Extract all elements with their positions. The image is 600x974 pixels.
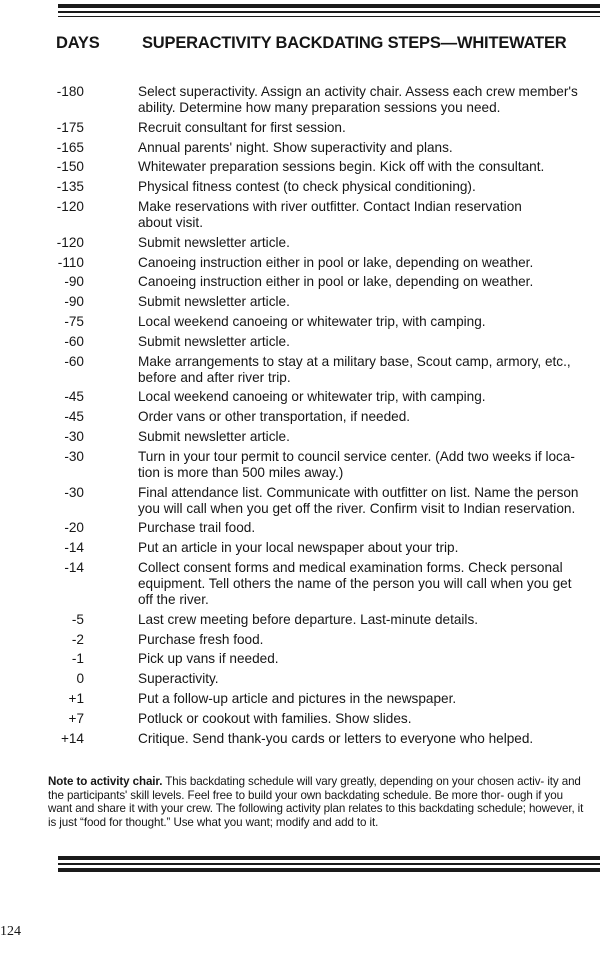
step-description-line: Whitewater preparation sessions begin. Kick off with the consultant. bbox=[138, 159, 545, 175]
day-offset bbox=[0, 691, 84, 707]
step-description-line: ability. Determine how many preparation sessions you need. bbox=[138, 100, 501, 115]
schedule-row bbox=[0, 449, 600, 481]
step-description bbox=[138, 429, 592, 445]
day-offset bbox=[0, 671, 84, 687]
note-label: Note to activity chair. bbox=[48, 775, 163, 788]
step-description-line: Recruit consultant for first session. bbox=[138, 119, 346, 135]
rule-line bbox=[58, 863, 600, 865]
day-offset-value: -30 bbox=[64, 484, 84, 500]
step-description-line: Submit newsletter article. bbox=[138, 294, 290, 310]
step-description-line: Purchase trail food. bbox=[138, 520, 256, 536]
schedule-row bbox=[0, 691, 600, 707]
step-description-line: off the river. bbox=[138, 591, 209, 607]
schedule-row bbox=[0, 179, 600, 195]
day-offset-value: -5 bbox=[71, 611, 84, 627]
day-offset bbox=[0, 84, 84, 116]
step-description bbox=[138, 651, 592, 667]
rule-line bbox=[58, 4, 600, 8]
day-offset-value: -135 bbox=[56, 179, 84, 195]
step-description-line: Annual parents' night. Show superactivity and plans. bbox=[138, 139, 453, 155]
day-offset bbox=[0, 560, 84, 608]
step-description-line: Collect consent forms and medical examination forms. Check personal bbox=[138, 559, 563, 575]
step-description-line: Turn in your tour permit to council service center. (Add two weeks if loca- bbox=[138, 448, 575, 464]
step-description bbox=[138, 520, 592, 536]
day-offset bbox=[0, 731, 84, 747]
day-offset-value: -60 bbox=[64, 333, 84, 349]
day-offset-value: +14 bbox=[60, 730, 84, 746]
step-description bbox=[138, 274, 592, 290]
schedule-row bbox=[0, 159, 600, 175]
step-description-line: Put a follow-up article and pictures in the newspaper. bbox=[138, 690, 457, 706]
day-offset-value: -150 bbox=[56, 159, 84, 175]
step-description bbox=[138, 389, 592, 405]
schedule-row bbox=[0, 540, 600, 556]
schedule-row bbox=[0, 429, 600, 445]
schedule-row bbox=[0, 140, 600, 156]
schedule-row bbox=[0, 671, 600, 687]
step-description bbox=[138, 711, 592, 727]
step-description bbox=[138, 485, 592, 517]
day-offset bbox=[0, 140, 84, 156]
schedule-row bbox=[0, 354, 600, 386]
schedule-row bbox=[0, 731, 600, 747]
step-description-line: Critique. Send thank-you cards or letters to everyone who helped. bbox=[138, 730, 534, 746]
note-line: schedule; however, it is just “food for thought.” Use what you want; modify and add to it. bbox=[48, 802, 584, 829]
step-description bbox=[138, 140, 592, 156]
step-description-line: Physical fitness contest (to check physical conditioning). bbox=[138, 179, 476, 195]
day-offset bbox=[0, 711, 84, 727]
schedule-row bbox=[0, 409, 600, 425]
step-description bbox=[138, 731, 592, 747]
step-description bbox=[138, 314, 592, 330]
day-offset-value: 0 bbox=[76, 671, 84, 687]
day-offset-value: -180 bbox=[56, 84, 84, 99]
day-offset bbox=[0, 540, 84, 556]
schedule-row bbox=[0, 632, 600, 648]
day-offset-value: -1 bbox=[71, 651, 84, 667]
day-offset-value: -60 bbox=[64, 353, 84, 369]
day-offset-value: -120 bbox=[56, 198, 84, 214]
step-description-line: Potluck or cookout with families. Show slides. bbox=[138, 710, 412, 726]
day-offset-value: -90 bbox=[64, 274, 84, 290]
schedule-row bbox=[0, 334, 600, 350]
note-line: This backdating schedule will vary greatly, depending on your chosen activ- bbox=[162, 775, 545, 788]
day-offset bbox=[0, 485, 84, 517]
day-offset bbox=[0, 334, 84, 350]
step-description bbox=[138, 179, 592, 195]
day-offset-value: -175 bbox=[56, 119, 84, 135]
step-description-line: you will call when you get off the river. Confirm visit to Indian reservation. bbox=[138, 500, 576, 516]
day-offset bbox=[0, 449, 84, 481]
day-offset-value: -75 bbox=[64, 313, 84, 329]
step-description bbox=[138, 235, 592, 251]
step-description-line: Canoeing instruction either in pool or lake, depending on weather. bbox=[138, 254, 534, 270]
day-offset-value: -110 bbox=[57, 254, 84, 270]
step-description bbox=[138, 409, 592, 425]
day-offset-value: -120 bbox=[56, 234, 84, 250]
page-number: 124 bbox=[0, 924, 21, 939]
step-description bbox=[138, 632, 592, 648]
step-description bbox=[138, 612, 592, 628]
schedule-row bbox=[0, 199, 600, 231]
rule-line bbox=[58, 16, 600, 18]
day-offset-value: +1 bbox=[68, 690, 84, 706]
step-description bbox=[138, 691, 592, 707]
day-offset-value: -20 bbox=[64, 520, 84, 536]
day-offset bbox=[0, 314, 84, 330]
day-offset bbox=[0, 429, 84, 445]
step-description bbox=[138, 294, 592, 310]
day-offset bbox=[0, 651, 84, 667]
step-description-line: Canoeing instruction either in pool or lake, depending on weather. bbox=[138, 274, 534, 290]
step-description bbox=[138, 449, 592, 481]
schedule-row bbox=[0, 84, 600, 116]
schedule-row bbox=[0, 255, 600, 271]
day-offset-value: -90 bbox=[64, 294, 84, 310]
schedule-row bbox=[0, 612, 600, 628]
step-description-line: Make arrangements to stay at a military base, Scout camp, armory, etc., bbox=[138, 353, 571, 369]
day-offset-value: -30 bbox=[64, 448, 84, 464]
step-description-line: equipment. Tell others the name of the person you will call when you get bbox=[138, 575, 572, 591]
step-description-line: Local weekend canoeing or whitewater trip, with camping. bbox=[138, 389, 486, 405]
step-description-line: tion is more than 500 miles away.) bbox=[138, 464, 344, 480]
note-line: ough if you want and share it with your crew. The following activity plan relates to this backdating bbox=[48, 788, 563, 816]
step-description-line: before and after river trip. bbox=[138, 369, 291, 385]
day-offset bbox=[0, 235, 84, 251]
step-description bbox=[138, 334, 592, 350]
step-description-line: Select superactivity. Assign an activity chair. Assess each crew member's bbox=[138, 84, 578, 99]
schedule-row bbox=[0, 520, 600, 536]
day-offset bbox=[0, 632, 84, 648]
step-description-line: Local weekend canoeing or whitewater trip, with camping. bbox=[138, 313, 486, 329]
day-offset bbox=[0, 274, 84, 290]
day-offset-value: -165 bbox=[56, 139, 84, 155]
step-description bbox=[138, 199, 592, 231]
day-offset-value: -14 bbox=[64, 540, 84, 556]
step-description-line: Superactivity. bbox=[138, 671, 219, 687]
step-description-line: Order vans or other transportation, if needed. bbox=[138, 409, 411, 425]
day-offset bbox=[0, 159, 84, 175]
schedule-row bbox=[0, 294, 600, 310]
step-description-line: Submit newsletter article. bbox=[138, 234, 290, 250]
schedule-list bbox=[0, 84, 600, 750]
rule-line bbox=[58, 856, 600, 860]
day-offset bbox=[0, 389, 84, 405]
schedule-row bbox=[0, 651, 600, 667]
step-description bbox=[138, 84, 592, 116]
day-offset-value: +7 bbox=[68, 710, 84, 726]
step-description-line: Pick up vans if needed. bbox=[138, 651, 279, 667]
note-to-activity-chair bbox=[48, 775, 588, 829]
day-offset bbox=[0, 612, 84, 628]
day-offset-value: -30 bbox=[64, 428, 84, 444]
schedule-row bbox=[0, 274, 600, 290]
step-description-line: Submit newsletter article. bbox=[138, 428, 290, 444]
schedule-row bbox=[0, 120, 600, 136]
step-description-line: Purchase fresh food. bbox=[138, 631, 264, 647]
bottom-rule bbox=[58, 856, 600, 875]
schedule-row bbox=[0, 314, 600, 330]
day-offset bbox=[0, 294, 84, 310]
day-offset bbox=[0, 199, 84, 231]
day-offset-value: -14 bbox=[64, 559, 84, 575]
day-offset bbox=[0, 179, 84, 195]
step-description bbox=[138, 255, 592, 271]
step-description bbox=[138, 671, 592, 687]
day-offset bbox=[0, 354, 84, 386]
step-description bbox=[138, 159, 592, 175]
schedule-row bbox=[0, 485, 600, 517]
step-description-line: Submit newsletter article. bbox=[138, 333, 290, 349]
step-description bbox=[138, 560, 592, 608]
rule-line bbox=[58, 868, 600, 872]
step-description bbox=[138, 120, 592, 136]
day-offset bbox=[0, 409, 84, 425]
step-description-line: about visit. bbox=[138, 214, 203, 230]
step-description bbox=[138, 354, 592, 386]
step-description-line: Put an article in your local newspaper about your trip. bbox=[138, 540, 459, 556]
schedule-title: SUPERACTIVITY BACKDATING STEPS—WHITEWATER bbox=[142, 34, 567, 52]
schedule-row bbox=[0, 711, 600, 727]
day-offset bbox=[0, 520, 84, 536]
step-description-line: Final attendance list. Communicate with outfitter on list. Name the person bbox=[138, 484, 579, 500]
day-offset-value: -45 bbox=[64, 389, 84, 405]
day-offset-value: -2 bbox=[71, 631, 84, 647]
step-description bbox=[138, 540, 592, 556]
step-description-line: Make reservations with river outfitter. Contact Indian reservation bbox=[138, 198, 522, 214]
rule-line bbox=[58, 11, 600, 13]
schedule-row bbox=[0, 560, 600, 608]
top-rule bbox=[58, 4, 600, 20]
day-offset-value: -45 bbox=[64, 409, 84, 425]
step-description-line: Last crew meeting before departure. Last-minute details. bbox=[138, 611, 479, 627]
day-offset bbox=[0, 255, 84, 271]
schedule-row bbox=[0, 235, 600, 251]
schedule-row bbox=[0, 389, 600, 405]
day-offset bbox=[0, 120, 84, 136]
note-line: ity and the participants' skill levels. Feel free to build your own backdating schedule. Be more thor- bbox=[48, 775, 581, 802]
days-column-heading: DAYS bbox=[56, 34, 100, 52]
